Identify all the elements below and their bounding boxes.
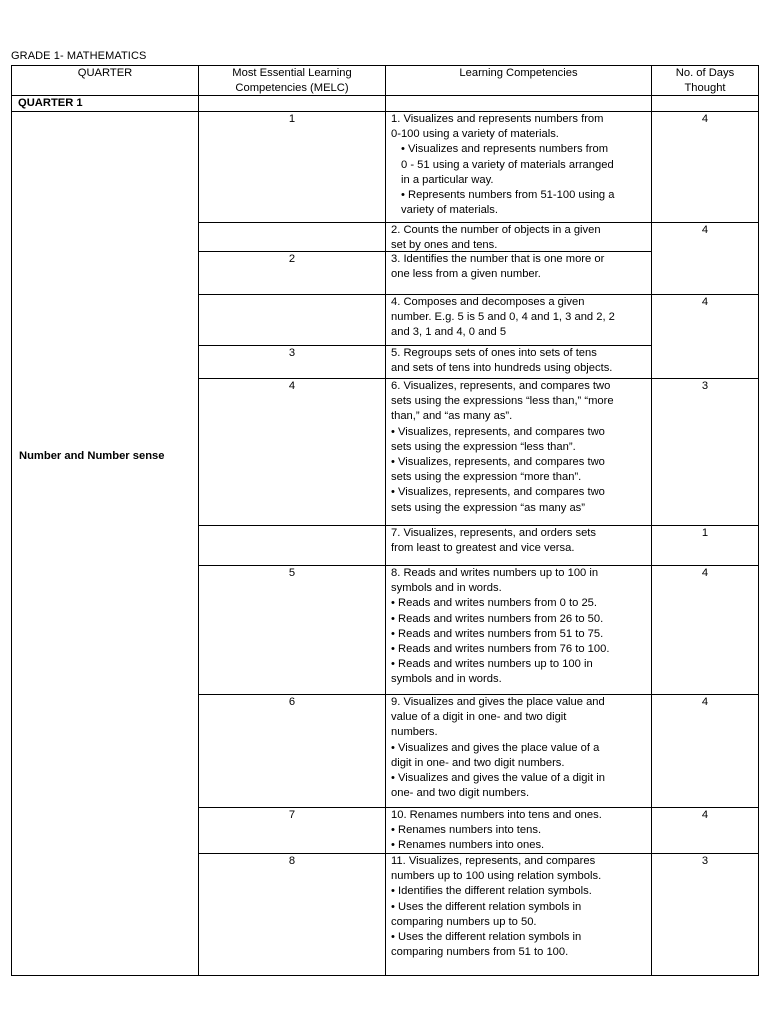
melc-number: 8 bbox=[288, 855, 296, 867]
competency-text bbox=[391, 112, 647, 218]
competency-line: • Reads and writes numbers from 51 to 75. bbox=[391, 627, 604, 640]
header-days-line1: No. of Days bbox=[675, 67, 735, 79]
header-melc bbox=[199, 66, 385, 96]
days-count: 4 bbox=[701, 296, 709, 308]
competency-line: • Renames numbers into ones. bbox=[391, 839, 545, 852]
header-quarter: QUARTER bbox=[77, 67, 133, 79]
competency-line: • Reads and writes numbers from 76 to 100. bbox=[391, 643, 610, 656]
competency-line: numbers. bbox=[391, 726, 438, 739]
competency-line: sets using the expression “more than”. bbox=[391, 471, 582, 484]
melc-number: 4 bbox=[288, 380, 296, 392]
competency-line: 1. Visualizes and represents numbers from bbox=[391, 113, 604, 125]
competency-line: • Visualizes and gives the place value of a bbox=[391, 741, 600, 754]
days-count: 4 bbox=[701, 696, 709, 708]
competency-line: 10. Renames numbers into tens and ones. bbox=[391, 809, 602, 821]
competency-line: • Visualizes and represents numbers from bbox=[401, 143, 609, 156]
competency-line: than,” and “as many as”. bbox=[391, 410, 513, 423]
competency-line: • Visualizes, represents, and compares two bbox=[391, 486, 605, 499]
competency-line: • Reads and writes numbers from 26 to 50. bbox=[391, 612, 604, 625]
melc-number: 6 bbox=[288, 696, 296, 708]
competency-line: symbols and in words. bbox=[391, 582, 502, 595]
competency-text bbox=[391, 854, 647, 960]
competency-line: variety of materials. bbox=[401, 204, 498, 217]
competency-line: • Uses the different relation symbols in bbox=[391, 931, 582, 944]
melc-number: 3 bbox=[288, 347, 296, 359]
melc-number: 2 bbox=[288, 253, 296, 265]
competency-line: • Reads and writes numbers up to 100 in bbox=[391, 658, 593, 671]
competency-line: • Represents numbers from 51-100 using a bbox=[401, 189, 615, 202]
competency-line: • Reads and writes numbers from 0 to 25. bbox=[391, 597, 598, 610]
competency-line: and sets of tens into hundreds using objects. bbox=[391, 362, 613, 375]
competency-line: comparing numbers from 51 to 100. bbox=[391, 946, 569, 959]
competency-line: 7. Visualizes, represents, and orders sets bbox=[391, 527, 597, 539]
competency-line: • Identifies the different relation symbols. bbox=[391, 885, 592, 898]
competency-text bbox=[391, 295, 647, 341]
competency-line: in a particular way. bbox=[401, 173, 494, 186]
competency-line: 0 - 51 using a variety of materials arranged bbox=[401, 158, 614, 171]
header-learning-competencies: Learning Competencies bbox=[459, 67, 578, 79]
days-count: 4 bbox=[701, 567, 709, 579]
competency-line: 5. Regroups sets of ones into sets of tens bbox=[391, 347, 597, 359]
competency-line: sets using the expressions “less than,” “more bbox=[391, 395, 614, 408]
competency-text bbox=[391, 252, 647, 282]
days-count: 4 bbox=[701, 809, 709, 821]
days-count: 4 bbox=[701, 224, 709, 236]
melc-number: 7 bbox=[288, 809, 296, 821]
competency-text bbox=[391, 808, 647, 854]
competency-line: sets using the expression “as many as” bbox=[391, 501, 586, 514]
document-title: GRADE 1- MATHEMATICS bbox=[11, 50, 147, 62]
competency-line: number. E.g. 5 is 5 and 0, 4 and 1, 3 and 2, 2 bbox=[391, 311, 615, 324]
header-days bbox=[652, 66, 758, 96]
competency-line: 3. Identifies the number that is one more or bbox=[391, 253, 605, 265]
competency-text bbox=[391, 566, 647, 688]
competency-line: and 3, 1 and 4, 0 and 5 bbox=[391, 326, 507, 339]
competency-line: 2. Counts the number of objects in a given bbox=[391, 224, 601, 236]
competency-line: • Renames numbers into tens. bbox=[391, 824, 542, 837]
domain-label: Number and Number sense bbox=[19, 450, 165, 462]
competency-line: • Uses the different relation symbols in bbox=[391, 900, 582, 913]
days-count: 3 bbox=[701, 855, 709, 867]
competency-text bbox=[391, 223, 647, 253]
competency-text bbox=[391, 695, 647, 801]
days-count: 4 bbox=[701, 113, 709, 125]
days-count: 1 bbox=[701, 527, 709, 539]
competency-line: 0-100 using a variety of materials. bbox=[391, 128, 559, 141]
header-days-line2: Thought bbox=[684, 82, 726, 95]
competency-line: digit in one- and two digit numbers. bbox=[391, 756, 565, 769]
competency-line: sets using the expression “less than”. bbox=[391, 440, 576, 453]
competency-text bbox=[391, 526, 647, 556]
competency-text bbox=[391, 346, 647, 376]
header-melc-line2: Competencies (MELC) bbox=[235, 82, 349, 95]
competency-text bbox=[391, 379, 647, 516]
competency-line: 9. Visualizes and gives the place value and bbox=[391, 696, 605, 708]
competency-line: symbols and in words. bbox=[391, 673, 502, 686]
competency-line: 8. Reads and writes numbers up to 100 in bbox=[391, 567, 599, 579]
days-count: 3 bbox=[701, 380, 709, 392]
competency-line: set by ones and tens. bbox=[391, 239, 498, 252]
competency-line: • Visualizes, represents, and compares two bbox=[391, 425, 605, 438]
melc-number: 5 bbox=[288, 567, 296, 579]
competency-line: one less from a given number. bbox=[391, 268, 541, 281]
competency-line: numbers up to 100 using relation symbols. bbox=[391, 870, 602, 883]
competency-line: value of a digit in one- and two digit bbox=[391, 711, 567, 724]
header-melc-line1: Most Essential Learning bbox=[232, 67, 352, 79]
competency-line: 6. Visualizes, represents, and compares two bbox=[391, 380, 611, 392]
quarter-label: QUARTER 1 bbox=[18, 97, 83, 109]
competency-line: • Visualizes and gives the value of a digit in bbox=[391, 772, 605, 785]
competency-line: 4. Composes and decomposes a given bbox=[391, 296, 585, 308]
competency-line: 11. Visualizes, represents, and compares bbox=[391, 855, 596, 867]
competency-line: from least to greatest and vice versa. bbox=[391, 542, 575, 555]
competency-line: one- and two digit numbers. bbox=[391, 787, 530, 800]
competency-line: comparing numbers up to 50. bbox=[391, 915, 537, 928]
melc-number: 1 bbox=[288, 113, 296, 125]
competency-line: • Visualizes, represents, and compares two bbox=[391, 456, 605, 469]
